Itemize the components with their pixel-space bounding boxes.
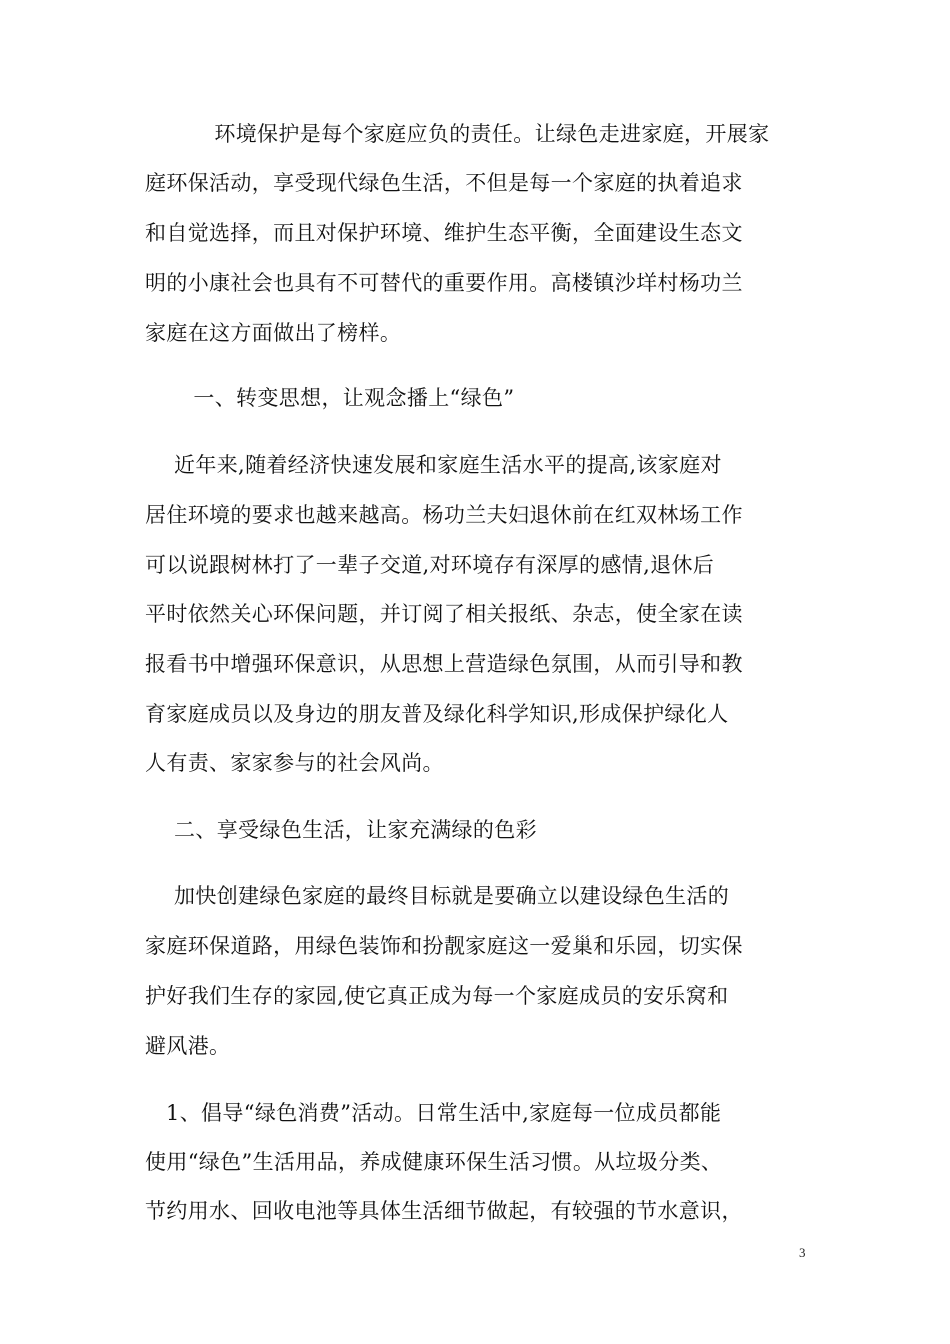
paragraph-4-line-1: 1、倡导“绿色消费”活动。日常生活中,家庭每一位成员都能	[166, 1101, 722, 1125]
page-number: 3	[799, 1245, 806, 1260]
paragraph-4-line-2: 使用“绿色”生活用品，养成健康环保生活习惯。从垃圾分类、	[145, 1150, 723, 1174]
paragraph-1-line-4: 明的小康社会也具有不可替代的重要作用。高楼镇沙垟村杨功兰	[145, 271, 743, 295]
paragraph-2-line-3: 可以说跟树林打了一辈子交道,对环境存有深厚的感情,退休后	[145, 553, 715, 577]
paragraph-3-line-1: 加快创建绿色家庭的最终目标就是要确立以建设绿色生活的	[174, 884, 730, 908]
paragraph-2-line-6: 育家庭成员以及身边的朋友普及绿化科学知识,形成保护绿化人	[145, 702, 729, 726]
paragraph-2-line-4: 平时依然关心环保问题，并订阅了相关报纸、杂志，使全家在读	[145, 602, 743, 626]
paragraph-1-line-3: 和自觉选择，而且对保护环境、维护生态平衡，全面建设生态文	[145, 221, 743, 245]
section-heading-1: 一、转变思想，让观念播上“绿色”	[172, 386, 515, 410]
paragraph-2-line-5: 报看书中增强环保意识，从思想上营造绿色氛围，从而引导和教	[145, 652, 743, 676]
paragraph-2-line-7: 人有责、家家参与的社会风尚。	[145, 751, 444, 775]
paragraph-1-line-1: 环境保护是每个家庭应负的责任。让绿色走进家庭，开展家	[193, 122, 770, 146]
paragraph-1-line-5: 家庭在这方面做出了榜样。	[145, 321, 402, 345]
paragraph-2-line-1: 近年来,随着经济快速发展和家庭生活水平的提高,该家庭对	[174, 453, 722, 477]
paragraph-3-line-4: 避风港。	[145, 1034, 231, 1058]
paragraph-4-line-3: 节约用水、回收电池等具体生活细节做起，有较强的节水意识，	[145, 1199, 743, 1223]
paragraph-1-line-2: 庭环保活动，享受现代绿色生活，不但是每一个家庭的执着追求	[145, 171, 743, 195]
paragraph-2-line-2: 居住环境的要求也越来越高。杨功兰夫妇退休前在红双林场工作	[145, 503, 743, 527]
paragraph-3-line-3: 护好我们生存的家园,使它真正成为每一个家庭成员的安乐窝和	[145, 984, 729, 1008]
section-heading-2: 二、享受绿色生活，让家充满绿的色彩	[174, 818, 537, 842]
paragraph-3-line-2: 家庭环保道路，用绿色装饰和扮靓家庭这一爱巢和乐园，切实保	[145, 934, 743, 958]
